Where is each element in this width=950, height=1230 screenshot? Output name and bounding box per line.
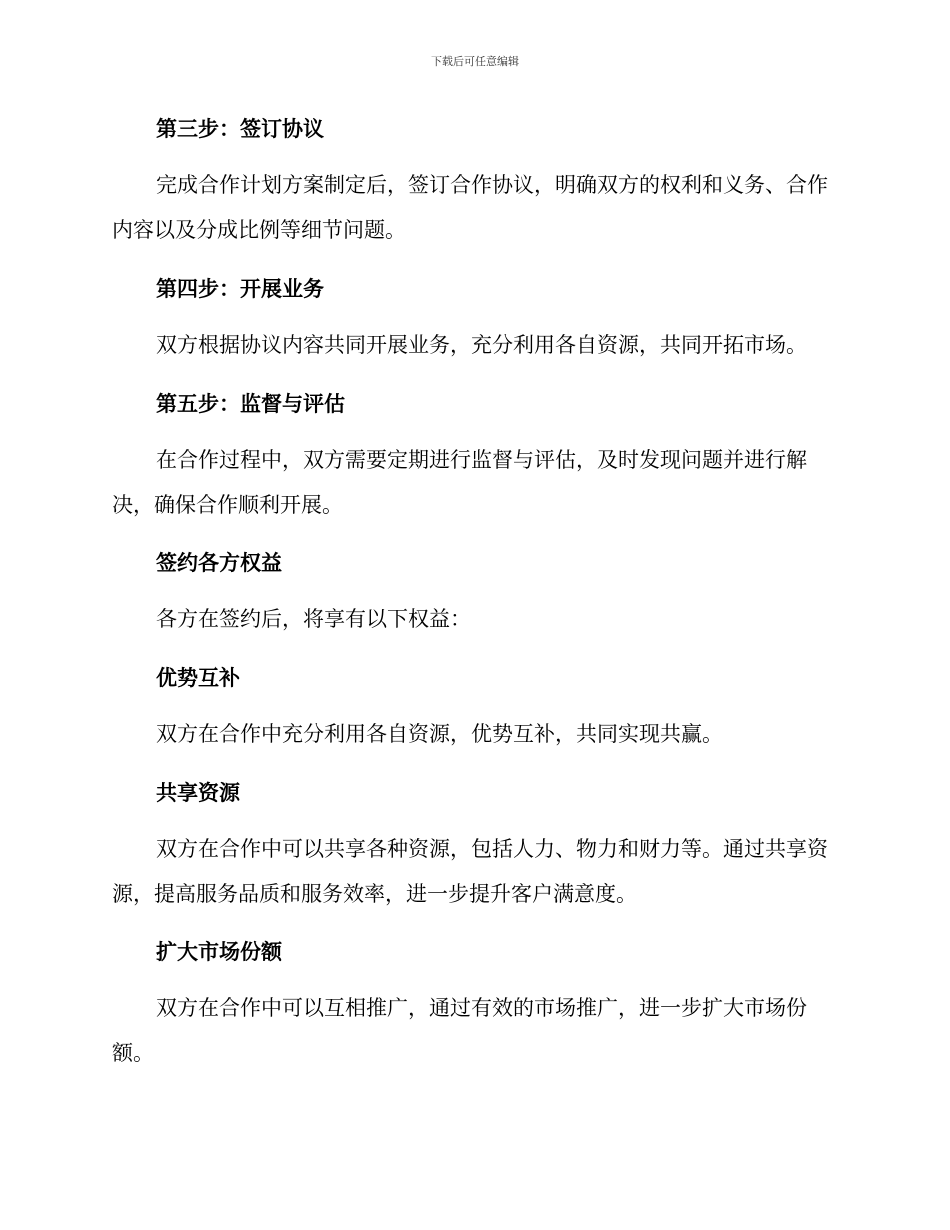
section-paragraph-complementary: 双方在合作中充分利用各自资源，优势互补，共同实现共赢。 <box>156 722 723 746</box>
section-heading-step3: 第三步：签订协议 <box>156 117 324 141</box>
section-heading-complementary: 优势互补 <box>156 666 240 690</box>
section-paragraph-step4: 双方根据协议内容共同开展业务，充分利用各自资源，共同开拓市场。 <box>156 333 807 357</box>
section-paragraph-market-share: 双方在合作中可以互相推广，通过有效的市场推广，进一步扩大市场份额。 <box>112 996 807 1065</box>
section-heading-market-share: 扩大市场份额 <box>156 940 282 964</box>
section-paragraph-shared-resources: 双方在合作中可以共享各种资源，包括人力、物力和财力等。通过共享资源，提高服务品质和服务效率，进一步提升客户满意度。 <box>112 837 828 906</box>
page-header: 下载后可任意编辑 <box>431 55 519 68</box>
section-paragraph-step5: 在合作过程中，双方需要定期进行监督与评估，及时发现问题并进行解决，确保合作顺利开展。 <box>112 448 807 517</box>
section-paragraph-rights: 各方在签约后，将享有以下权益： <box>156 607 471 631</box>
section-heading-shared-resources: 共享资源 <box>156 781 240 805</box>
section-paragraph-step3: 完成合作计划方案制定后，签订合作协议，明确双方的权利和义务、合作内容以及分成比例等细节问题。 <box>112 173 828 242</box>
section-heading-step4: 第四步：开展业务 <box>156 277 324 301</box>
section-heading-rights: 签约各方权益 <box>156 551 282 575</box>
section-heading-step5: 第五步：监督与评估 <box>156 392 345 416</box>
